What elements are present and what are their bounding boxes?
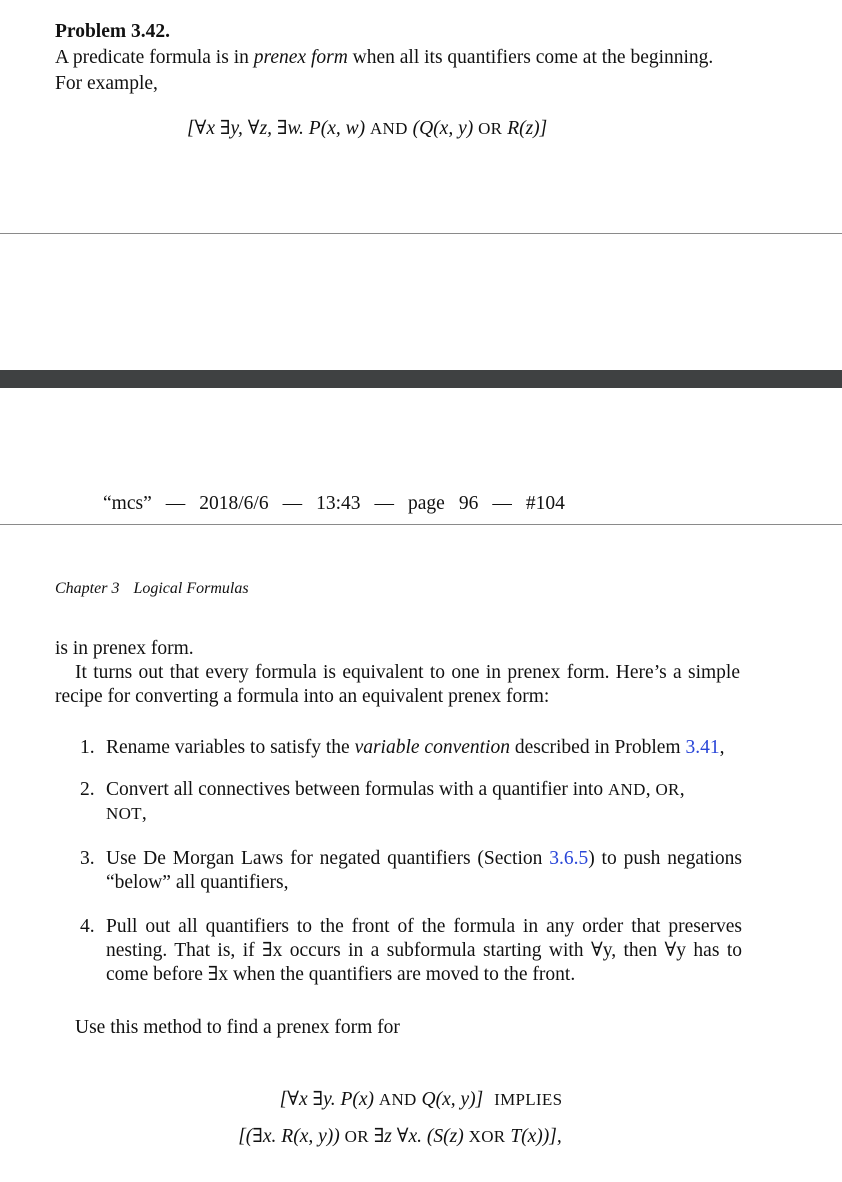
page-divider-top	[0, 233, 842, 234]
body-line-1: is in prenex form.	[55, 638, 194, 659]
list-number-1: 1.	[80, 737, 95, 758]
chapter-label: Chapter 3	[55, 580, 120, 597]
problem-3-41-link[interactable]: 3.41	[685, 737, 720, 758]
f2-or: OR	[344, 1127, 369, 1146]
header-sep-4: —	[492, 493, 512, 514]
item3-text-b: ) to push negations “below” all quantifiers,	[106, 848, 742, 893]
exercise-formula-line-2	[0, 1125, 800, 1149]
intro-text-c: when all its quantifiers come at the beginning.	[347, 47, 714, 68]
header-rule	[0, 524, 842, 525]
body-paragraph-1: It turns out that every formula is equivalent to one in prenex form. Here’s a simple recipe for converting a formula into an equivalent prenex form:	[55, 662, 740, 707]
header-time: 13:43	[316, 493, 361, 514]
item2-text-a: Convert all connectives between formulas with a quantifier into	[106, 779, 608, 800]
example-formula	[187, 117, 547, 141]
item4-text: Pull out all quantifiers to the front of the formula in any order that preserves nesting. That is, if ∃x occurs in a subformula starting with ∀y, then ∀y has to come before ∃x when the quantifiers are moved to the front.	[106, 916, 742, 985]
formula-and: AND	[369, 119, 408, 138]
formula-part-b: (Q(x, y)	[412, 118, 474, 139]
item2-end: ,	[141, 803, 147, 824]
item1-text-a: Rename variables to satisfy the	[106, 737, 355, 758]
item2-and: AND	[607, 780, 646, 799]
f2-xor: XOR	[468, 1127, 506, 1146]
item2-or: OR	[655, 780, 680, 799]
body-paragraph-2: Use this method to find a prenex form for	[75, 1017, 400, 1038]
intro-text-a: A predicate formula is in	[55, 47, 254, 68]
intro-emphasis: prenex form	[253, 47, 348, 68]
header-date: 2018/6/6	[199, 493, 269, 514]
item2-comma-2: ,	[679, 779, 685, 800]
item3-text-a: Use De Morgan Laws for negated quantifiers (Section	[106, 848, 550, 869]
f1-part-a: [∀x ∃y. P(x)	[279, 1089, 375, 1110]
list-item-3	[80, 847, 742, 895]
f2-part-b: ∃z ∀x. (S(z)	[373, 1126, 464, 1147]
item1-text-d: ,	[719, 737, 725, 758]
item2-not: NOT	[106, 804, 142, 823]
f2-part-c: T(x))],	[510, 1126, 562, 1147]
intro-line-1	[55, 46, 713, 70]
list-item-2	[80, 778, 742, 826]
list-number-4: 4.	[80, 916, 95, 937]
list-item-4	[80, 915, 742, 987]
problem-title: Problem 3.42.	[55, 21, 171, 42]
section-3-6-5-link[interactable]: 3.6.5	[549, 848, 589, 869]
running-header	[103, 492, 579, 516]
list-number-2: 2.	[80, 779, 95, 800]
item1-emphasis: variable convention	[354, 737, 510, 758]
f1-and: AND	[378, 1090, 417, 1109]
header-page-number: 96	[458, 493, 479, 514]
list-number-3: 3.	[80, 848, 95, 869]
exercise-formula-line-1	[0, 1088, 842, 1112]
header-sep-3: —	[374, 493, 394, 514]
chapter-title: Logical Formulas	[133, 580, 249, 597]
formula-or: OR	[478, 119, 503, 138]
header-name: “mcs”	[103, 493, 152, 514]
header-page-label: page	[408, 493, 445, 514]
formula-part-a: [∀x ∃y, ∀z, ∃w. P(x, w)	[187, 118, 366, 139]
formula-part-c: R(z)]	[507, 118, 548, 139]
chapter-heading	[55, 580, 263, 598]
header-sep-1: —	[165, 493, 186, 514]
f1-implies: IMPLIES	[494, 1090, 563, 1109]
header-sep-2: —	[282, 493, 303, 514]
f2-part-a: [(∃x. R(x, y))	[238, 1126, 340, 1147]
header-id: #104	[525, 493, 565, 514]
item1-text-c: described in Problem	[509, 737, 686, 758]
item2-comma-1: ,	[645, 779, 656, 800]
page-gap-band	[0, 370, 842, 388]
intro-line-2: For example,	[55, 73, 158, 94]
f1-part-b: Q(x, y)]	[421, 1089, 484, 1110]
list-item-1	[80, 736, 742, 760]
